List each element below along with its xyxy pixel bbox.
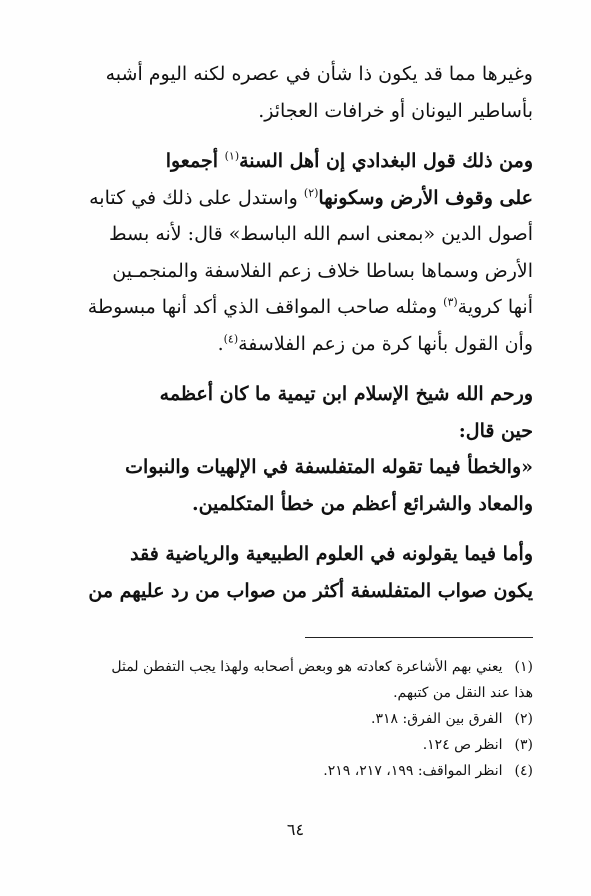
text-line: بأساطير اليونان أو خرافات العجائز. (258, 99, 533, 122)
footnote-number: (٤) (514, 763, 533, 779)
text-segment: وأن القول بأنها كرة من زعم الفلاسفة (238, 332, 533, 355)
footnote-ref: (٣) (443, 295, 458, 309)
main-text (48, 56, 533, 609)
text-line: وغيرها مما قد يكون ذا شأن في عصره لكنه اليوم أشبه (105, 63, 533, 85)
paragraph-2 (48, 143, 533, 362)
footnote-text: انظر ص ١٢٤. (422, 737, 503, 753)
text-line (48, 326, 533, 363)
footnote-number: (١) (514, 659, 533, 675)
text-line (48, 143, 533, 180)
bold-phrase: على وقوف الأرض وسكونها (318, 186, 533, 209)
footnote-number: (٢) (514, 711, 533, 727)
text-line (48, 180, 533, 217)
text-line: والمعاد والشرائع أعظم من خطأ المتكلمين. (191, 492, 533, 515)
text-line: يكون صواب المتفلسفة أكثر من صواب من رد عليهم من (88, 579, 533, 602)
footnote-text: يعني بهم الأشاعرة كعادته هو وبعض أصحابه ولهذا يجب التفطن لمثل (111, 659, 503, 675)
footnote-ref: (١) (224, 149, 240, 163)
text-line: أصول الدين «بمعنى اسم الله الباسط» قال: لأنه بسط (109, 223, 533, 245)
paragraph-4 (48, 536, 533, 609)
footnotes (40, 654, 533, 784)
text-segment: ومثله صاحب المواقف الذي أكد أنها مبسوطة (87, 296, 444, 318)
footnote (40, 706, 533, 732)
text-line: «والخطأ فيما تقوله المتفلسفة في الإلهيات والنبوات (125, 456, 533, 478)
bold-lead: ومن ذلك قول البغدادي إن أهل السنة (239, 150, 533, 172)
text-line: وأما فيما يقولونه في العلوم الطبيعية والرياضية فقد (130, 543, 533, 565)
footnote-separator (305, 637, 533, 638)
footnote-text: الفرق بين الفرق: ٣١٨. (371, 711, 503, 727)
paragraph-3 (48, 376, 533, 522)
text-line: ورحم الله شيخ الإسلام ابن تيمية ما كان أعظمه (159, 383, 533, 405)
text-line: حين قال: (458, 419, 533, 442)
text-segment: واستدل على ذلك في كتابه (89, 186, 304, 209)
footnote (40, 758, 533, 784)
text-segment: . (217, 332, 224, 355)
footnote-text: انظر المواقف: ١٩٩، ٢١٧، ٢١٩. (323, 763, 503, 779)
text-line: الأرض وسماها بساطا خلاف زعم الفلاسفة والمنجمـين (112, 259, 533, 282)
footnote (40, 732, 533, 758)
text-line (48, 289, 533, 326)
footnote-ref: (٢) (303, 186, 319, 200)
footnote-continuation: هذا عند النقل من كتبهم. (393, 685, 533, 701)
text-segment: أنها كروية (457, 296, 533, 318)
page-number: ٦٤ (286, 820, 305, 839)
footnote-ref: (٤) (223, 332, 239, 346)
bold-lead-tail: أجمعوا (165, 150, 225, 172)
footnote-number: (٣) (514, 737, 533, 753)
paragraph-1 (48, 56, 533, 129)
footnote (40, 654, 533, 680)
